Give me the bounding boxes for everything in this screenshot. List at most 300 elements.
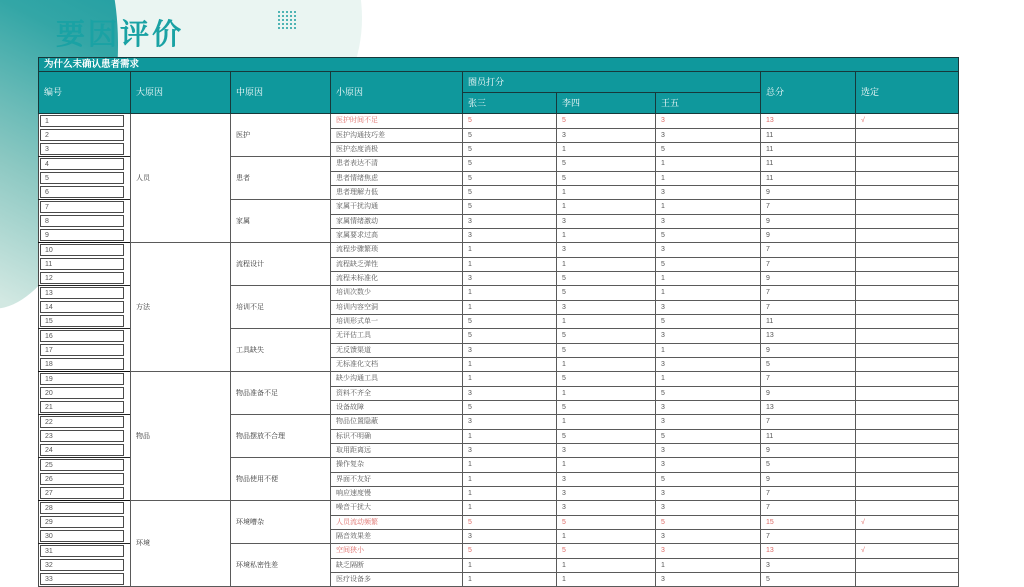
cell-minor-cause: 噪音干扰大 bbox=[331, 501, 463, 516]
cell-score-member3: 3 bbox=[656, 357, 761, 372]
cell-score-member3: 3 bbox=[656, 486, 761, 501]
number-box: 31 bbox=[40, 545, 124, 557]
cell-score-member3: 5 bbox=[656, 472, 761, 486]
number-box: 10 bbox=[40, 244, 124, 256]
cell-number bbox=[39, 214, 131, 228]
number-box: 27 bbox=[40, 487, 124, 499]
cell-total-score: 9 bbox=[761, 271, 856, 286]
cell-score-member2: 5 bbox=[557, 372, 656, 387]
cell-number bbox=[39, 114, 131, 129]
cell-score-member2: 1 bbox=[557, 314, 656, 329]
cell-score-member2: 5 bbox=[557, 286, 656, 301]
cell-selected-mark bbox=[856, 372, 959, 387]
cell-minor-cause: 资料不齐全 bbox=[331, 386, 463, 400]
number-box: 11 bbox=[40, 258, 124, 270]
page-title: 要因评价 bbox=[56, 19, 185, 51]
cell-number bbox=[39, 257, 131, 271]
cell-total-score: 11 bbox=[761, 314, 856, 329]
cell-score-member1: 1 bbox=[463, 300, 557, 314]
cell-number bbox=[39, 501, 131, 516]
cell-score-member2: 1 bbox=[557, 458, 656, 473]
cell-score-member3: 3 bbox=[656, 329, 761, 344]
number-box: 6 bbox=[40, 186, 124, 198]
cell-total-score: 9 bbox=[761, 185, 856, 200]
cell-number bbox=[39, 443, 131, 458]
cell-score-member3: 1 bbox=[656, 200, 761, 215]
cell-score-member1: 5 bbox=[463, 171, 557, 185]
cell-selected-mark bbox=[856, 486, 959, 501]
cell-score-member2: 1 bbox=[557, 200, 656, 215]
cell-score-member2: 5 bbox=[557, 114, 656, 129]
cell-number bbox=[39, 157, 131, 172]
cell-score-member3: 5 bbox=[656, 228, 761, 243]
cell-selected-mark bbox=[856, 243, 959, 258]
cell-total-score: 9 bbox=[761, 343, 856, 357]
cell-score-member1: 1 bbox=[463, 472, 557, 486]
cell-total-score: 11 bbox=[761, 128, 856, 142]
cell-selected-mark bbox=[856, 343, 959, 357]
cell-score-member2: 3 bbox=[557, 128, 656, 142]
cell-score-member1: 1 bbox=[463, 243, 557, 258]
cell-score-member2: 1 bbox=[557, 142, 656, 157]
cell-score-member3: 3 bbox=[656, 214, 761, 228]
cell-score-member3: 3 bbox=[656, 529, 761, 544]
cell-score-member3: 1 bbox=[656, 372, 761, 387]
cell-minor-cause: 无标准化文档 bbox=[331, 357, 463, 372]
cell-total-score: 7 bbox=[761, 200, 856, 215]
cell-selected-mark bbox=[856, 157, 959, 172]
cell-score-member2: 5 bbox=[557, 343, 656, 357]
cell-number bbox=[39, 171, 131, 185]
cell-number bbox=[39, 185, 131, 200]
cell-number bbox=[39, 300, 131, 314]
cell-selected-mark bbox=[856, 300, 959, 314]
cell-score-member2: 1 bbox=[557, 558, 656, 572]
table-body bbox=[39, 114, 959, 587]
cell-score-member3: 3 bbox=[656, 501, 761, 516]
cell-score-member1: 1 bbox=[463, 286, 557, 301]
cell-total-score: 3 bbox=[761, 558, 856, 572]
cell-minor-cause: 标识不明确 bbox=[331, 429, 463, 443]
cell-score-member1: 1 bbox=[463, 372, 557, 387]
number-box: 21 bbox=[40, 401, 124, 413]
cell-selected-mark bbox=[856, 429, 959, 443]
cell-selected-mark bbox=[856, 142, 959, 157]
number-box: 33 bbox=[40, 573, 124, 585]
cell-mid-cause: 环境私密性差 bbox=[231, 544, 331, 587]
cell-minor-cause: 流程缺乏弹性 bbox=[331, 257, 463, 271]
table-row bbox=[39, 372, 959, 387]
cell-total-score: 5 bbox=[761, 572, 856, 587]
cell-selected-mark bbox=[856, 472, 959, 486]
cell-score-member3: 3 bbox=[656, 243, 761, 258]
cell-score-member3: 3 bbox=[656, 185, 761, 200]
number-box: 32 bbox=[40, 559, 124, 571]
cell-selected-mark bbox=[856, 171, 959, 185]
dot-grid-icon bbox=[277, 10, 297, 30]
cell-number bbox=[39, 343, 131, 357]
col-header-member2: 李四 bbox=[557, 93, 656, 114]
cell-total-score: 9 bbox=[761, 228, 856, 243]
cell-number bbox=[39, 429, 131, 443]
number-box: 2 bbox=[40, 129, 124, 141]
number-box: 23 bbox=[40, 430, 124, 442]
cell-score-member1: 1 bbox=[463, 558, 557, 572]
cell-score-member3: 5 bbox=[656, 515, 761, 529]
cell-number bbox=[39, 128, 131, 142]
number-box: 25 bbox=[40, 459, 124, 471]
cell-score-member1: 3 bbox=[463, 343, 557, 357]
cell-score-member2: 3 bbox=[557, 214, 656, 228]
number-box: 12 bbox=[40, 272, 124, 284]
cell-selected-mark: √ bbox=[856, 515, 959, 529]
cell-score-member3: 5 bbox=[656, 314, 761, 329]
cell-minor-cause: 操作复杂 bbox=[331, 458, 463, 473]
number-box: 26 bbox=[40, 473, 124, 485]
cell-number bbox=[39, 515, 131, 529]
evaluation-table-wrapper bbox=[38, 57, 959, 587]
cell-selected-mark bbox=[856, 314, 959, 329]
cell-score-member1: 5 bbox=[463, 200, 557, 215]
table-row bbox=[39, 243, 959, 258]
cell-score-member3: 3 bbox=[656, 572, 761, 587]
number-box: 1 bbox=[40, 115, 124, 127]
cell-score-member2: 3 bbox=[557, 300, 656, 314]
cell-selected-mark bbox=[856, 329, 959, 344]
cell-total-score: 15 bbox=[761, 515, 856, 529]
cell-selected-mark bbox=[856, 529, 959, 544]
cell-minor-cause: 空间狭小 bbox=[331, 544, 463, 559]
number-box: 9 bbox=[40, 229, 124, 241]
number-box: 19 bbox=[40, 373, 124, 385]
cell-total-score: 11 bbox=[761, 157, 856, 172]
cell-score-member2: 1 bbox=[557, 415, 656, 430]
cell-score-member3: 3 bbox=[656, 544, 761, 559]
cell-score-member2: 1 bbox=[557, 185, 656, 200]
cell-selected-mark bbox=[856, 400, 959, 415]
cell-score-member1: 5 bbox=[463, 314, 557, 329]
cell-minor-cause: 界面不友好 bbox=[331, 472, 463, 486]
cell-score-member2: 5 bbox=[557, 400, 656, 415]
cell-total-score: 7 bbox=[761, 486, 856, 501]
cell-minor-cause: 缺少沟通工具 bbox=[331, 372, 463, 387]
factor-evaluation-table bbox=[38, 57, 959, 587]
cell-score-member3: 1 bbox=[656, 558, 761, 572]
cell-selected-mark bbox=[856, 501, 959, 516]
cell-score-member3: 5 bbox=[656, 142, 761, 157]
cell-number bbox=[39, 357, 131, 372]
cell-total-score: 11 bbox=[761, 429, 856, 443]
number-box: 3 bbox=[40, 143, 124, 155]
number-box: 5 bbox=[40, 172, 124, 184]
number-box: 18 bbox=[40, 358, 124, 370]
cell-selected-mark bbox=[856, 200, 959, 215]
cell-score-member1: 5 bbox=[463, 114, 557, 129]
col-header-score-group: 圈员打分 bbox=[463, 72, 761, 93]
cell-total-score: 7 bbox=[761, 243, 856, 258]
cell-minor-cause: 医护态度消极 bbox=[331, 142, 463, 157]
cell-total-score: 7 bbox=[761, 372, 856, 387]
cell-selected-mark bbox=[856, 257, 959, 271]
cell-minor-cause: 家属情绪激动 bbox=[331, 214, 463, 228]
cell-score-member1: 5 bbox=[463, 544, 557, 559]
cell-selected-mark: √ bbox=[856, 544, 959, 559]
cell-number bbox=[39, 386, 131, 400]
cell-total-score: 5 bbox=[761, 458, 856, 473]
cell-score-member3: 3 bbox=[656, 400, 761, 415]
cell-minor-cause: 隔音效果差 bbox=[331, 529, 463, 544]
number-box: 22 bbox=[40, 416, 124, 428]
cell-major-cause: 人员 bbox=[131, 114, 231, 243]
cell-number bbox=[39, 142, 131, 157]
cell-mid-cause: 环境嘈杂 bbox=[231, 501, 331, 544]
cell-minor-cause: 家属要求过高 bbox=[331, 228, 463, 243]
cell-score-member2: 1 bbox=[557, 357, 656, 372]
cell-minor-cause: 培训次数少 bbox=[331, 286, 463, 301]
cell-score-member2: 5 bbox=[557, 157, 656, 172]
cell-score-member1: 5 bbox=[463, 400, 557, 415]
cell-mid-cause: 工具缺失 bbox=[231, 329, 331, 372]
cell-score-member3: 1 bbox=[656, 157, 761, 172]
number-box: 17 bbox=[40, 344, 124, 356]
cell-selected-mark bbox=[856, 357, 959, 372]
col-header-selected: 选定 bbox=[856, 72, 959, 114]
cell-minor-cause: 培训形式单一 bbox=[331, 314, 463, 329]
table-header-row-1 bbox=[39, 72, 959, 93]
cell-number bbox=[39, 558, 131, 572]
number-box: 4 bbox=[40, 158, 124, 170]
cell-total-score: 9 bbox=[761, 214, 856, 228]
cell-total-score: 7 bbox=[761, 415, 856, 430]
cell-selected-mark bbox=[856, 128, 959, 142]
cell-score-member3: 3 bbox=[656, 128, 761, 142]
cell-score-member2: 1 bbox=[557, 572, 656, 587]
cell-minor-cause: 取用距离远 bbox=[331, 443, 463, 458]
cell-number bbox=[39, 458, 131, 473]
cell-selected-mark bbox=[856, 214, 959, 228]
number-box: 8 bbox=[40, 215, 124, 227]
col-header-total: 总分 bbox=[761, 72, 856, 114]
cell-minor-cause: 家属干扰沟通 bbox=[331, 200, 463, 215]
cell-total-score: 13 bbox=[761, 329, 856, 344]
cell-minor-cause: 无反馈渠道 bbox=[331, 343, 463, 357]
cell-number bbox=[39, 572, 131, 587]
cell-score-member3: 3 bbox=[656, 300, 761, 314]
cell-score-member1: 1 bbox=[463, 429, 557, 443]
cell-number bbox=[39, 529, 131, 544]
cell-score-member1: 5 bbox=[463, 515, 557, 529]
cell-number bbox=[39, 243, 131, 258]
cell-minor-cause: 患者理解力低 bbox=[331, 185, 463, 200]
cell-number bbox=[39, 200, 131, 215]
cell-score-member3: 3 bbox=[656, 114, 761, 129]
cell-score-member3: 5 bbox=[656, 386, 761, 400]
cell-mid-cause: 培训不足 bbox=[231, 286, 331, 329]
cell-major-cause: 环境 bbox=[131, 501, 231, 587]
cell-score-member1: 3 bbox=[463, 228, 557, 243]
cell-number bbox=[39, 271, 131, 286]
cell-selected-mark bbox=[856, 572, 959, 587]
cell-score-member1: 3 bbox=[463, 443, 557, 458]
cell-score-member3: 1 bbox=[656, 286, 761, 301]
cell-selected-mark bbox=[856, 443, 959, 458]
table-row bbox=[39, 501, 959, 516]
number-box: 14 bbox=[40, 301, 124, 313]
cell-selected-mark bbox=[856, 458, 959, 473]
cell-total-score: 13 bbox=[761, 544, 856, 559]
cell-score-member3: 3 bbox=[656, 443, 761, 458]
number-box: 13 bbox=[40, 287, 124, 299]
cell-minor-cause: 无评估工具 bbox=[331, 329, 463, 344]
cell-selected-mark bbox=[856, 228, 959, 243]
cell-score-member1: 5 bbox=[463, 329, 557, 344]
cell-selected-mark bbox=[856, 415, 959, 430]
number-box: 29 bbox=[40, 516, 124, 528]
number-box: 7 bbox=[40, 201, 124, 213]
cell-minor-cause: 患者情绪焦虑 bbox=[331, 171, 463, 185]
number-box: 16 bbox=[40, 330, 124, 342]
cell-score-member1: 1 bbox=[463, 572, 557, 587]
cell-mid-cause: 流程设计 bbox=[231, 243, 331, 286]
cell-major-cause: 方法 bbox=[131, 243, 231, 372]
col-header-member1: 张三 bbox=[463, 93, 557, 114]
col-header-member3: 王五 bbox=[656, 93, 761, 114]
cell-minor-cause: 人员流动频繁 bbox=[331, 515, 463, 529]
cell-total-score: 5 bbox=[761, 357, 856, 372]
cell-mid-cause: 家属 bbox=[231, 200, 331, 243]
cell-minor-cause: 患者表达不清 bbox=[331, 157, 463, 172]
number-box: 28 bbox=[40, 502, 124, 514]
cell-selected-mark bbox=[856, 286, 959, 301]
cell-total-score: 9 bbox=[761, 386, 856, 400]
cell-score-member3: 1 bbox=[656, 271, 761, 286]
cell-selected-mark: √ bbox=[856, 114, 959, 129]
cell-score-member2: 5 bbox=[557, 515, 656, 529]
cell-score-member2: 3 bbox=[557, 243, 656, 258]
cell-total-score: 7 bbox=[761, 300, 856, 314]
cell-score-member3: 1 bbox=[656, 343, 761, 357]
cell-score-member3: 5 bbox=[656, 429, 761, 443]
cell-number bbox=[39, 400, 131, 415]
cell-minor-cause: 设备故障 bbox=[331, 400, 463, 415]
cell-score-member3: 1 bbox=[656, 171, 761, 185]
cell-score-member2: 1 bbox=[557, 257, 656, 271]
cell-minor-cause: 医疗设备多 bbox=[331, 572, 463, 587]
cell-score-member1: 3 bbox=[463, 415, 557, 430]
cell-total-score: 11 bbox=[761, 171, 856, 185]
cell-number bbox=[39, 415, 131, 430]
table-banner: 为什么未确认患者需求 bbox=[39, 58, 959, 72]
cell-minor-cause: 流程未标准化 bbox=[331, 271, 463, 286]
cell-total-score: 13 bbox=[761, 400, 856, 415]
cell-score-member2: 3 bbox=[557, 472, 656, 486]
cell-number bbox=[39, 472, 131, 486]
cell-total-score: 13 bbox=[761, 114, 856, 129]
cell-score-member2: 5 bbox=[557, 329, 656, 344]
number-box: 20 bbox=[40, 387, 124, 399]
cell-selected-mark bbox=[856, 185, 959, 200]
col-header-major-cause: 大原因 bbox=[131, 72, 231, 114]
cell-score-member1: 1 bbox=[463, 257, 557, 271]
cell-score-member1: 5 bbox=[463, 142, 557, 157]
cell-minor-cause: 响应速度慢 bbox=[331, 486, 463, 501]
cell-score-member1: 3 bbox=[463, 386, 557, 400]
cell-score-member2: 1 bbox=[557, 228, 656, 243]
cell-total-score: 7 bbox=[761, 286, 856, 301]
cell-score-member1: 3 bbox=[463, 214, 557, 228]
cell-minor-cause: 医护时间不足 bbox=[331, 114, 463, 129]
cell-number bbox=[39, 329, 131, 344]
cell-score-member2: 5 bbox=[557, 544, 656, 559]
cell-score-member1: 1 bbox=[463, 486, 557, 501]
cell-number bbox=[39, 228, 131, 243]
col-header-number: 编号 bbox=[39, 72, 131, 114]
cell-score-member2: 3 bbox=[557, 501, 656, 516]
cell-total-score: 7 bbox=[761, 257, 856, 271]
cell-major-cause: 物品 bbox=[131, 372, 231, 501]
cell-score-member2: 1 bbox=[557, 386, 656, 400]
cell-score-member1: 1 bbox=[463, 501, 557, 516]
table-banner-row bbox=[39, 58, 959, 72]
cell-selected-mark bbox=[856, 271, 959, 286]
cell-score-member1: 1 bbox=[463, 357, 557, 372]
cell-minor-cause: 培训内容空洞 bbox=[331, 300, 463, 314]
cell-score-member2: 3 bbox=[557, 486, 656, 501]
cell-total-score: 11 bbox=[761, 142, 856, 157]
cell-score-member1: 3 bbox=[463, 529, 557, 544]
cell-score-member2: 3 bbox=[557, 443, 656, 458]
number-box: 24 bbox=[40, 444, 124, 456]
cell-score-member2: 5 bbox=[557, 429, 656, 443]
cell-minor-cause: 流程步骤繁琐 bbox=[331, 243, 463, 258]
cell-number bbox=[39, 314, 131, 329]
number-box: 30 bbox=[40, 530, 124, 542]
cell-selected-mark bbox=[856, 558, 959, 572]
cell-total-score: 9 bbox=[761, 443, 856, 458]
cell-score-member3: 3 bbox=[656, 458, 761, 473]
cell-score-member1: 1 bbox=[463, 458, 557, 473]
cell-minor-cause: 物品位置隐蔽 bbox=[331, 415, 463, 430]
cell-mid-cause: 医护 bbox=[231, 114, 331, 157]
cell-score-member2: 5 bbox=[557, 171, 656, 185]
cell-score-member3: 5 bbox=[656, 257, 761, 271]
cell-total-score: 7 bbox=[761, 529, 856, 544]
col-header-mid-cause: 中原因 bbox=[231, 72, 331, 114]
number-box: 15 bbox=[40, 315, 124, 327]
cell-number bbox=[39, 286, 131, 301]
cell-total-score: 9 bbox=[761, 472, 856, 486]
cell-number bbox=[39, 544, 131, 559]
cell-score-member2: 5 bbox=[557, 271, 656, 286]
cell-selected-mark bbox=[856, 386, 959, 400]
cell-total-score: 7 bbox=[761, 501, 856, 516]
cell-score-member2: 1 bbox=[557, 529, 656, 544]
cell-number bbox=[39, 372, 131, 387]
cell-score-member3: 3 bbox=[656, 415, 761, 430]
col-header-minor-cause: 小原因 bbox=[331, 72, 463, 114]
cell-score-member1: 5 bbox=[463, 128, 557, 142]
table-row bbox=[39, 114, 959, 129]
cell-mid-cause: 物品使用不便 bbox=[231, 458, 331, 501]
cell-score-member1: 3 bbox=[463, 271, 557, 286]
cell-number bbox=[39, 486, 131, 501]
cell-score-member1: 5 bbox=[463, 157, 557, 172]
cell-minor-cause: 缺乏隔断 bbox=[331, 558, 463, 572]
cell-mid-cause: 物品摆放不合理 bbox=[231, 415, 331, 458]
cell-mid-cause: 患者 bbox=[231, 157, 331, 200]
cell-score-member1: 5 bbox=[463, 185, 557, 200]
cell-minor-cause: 医护沟通技巧差 bbox=[331, 128, 463, 142]
